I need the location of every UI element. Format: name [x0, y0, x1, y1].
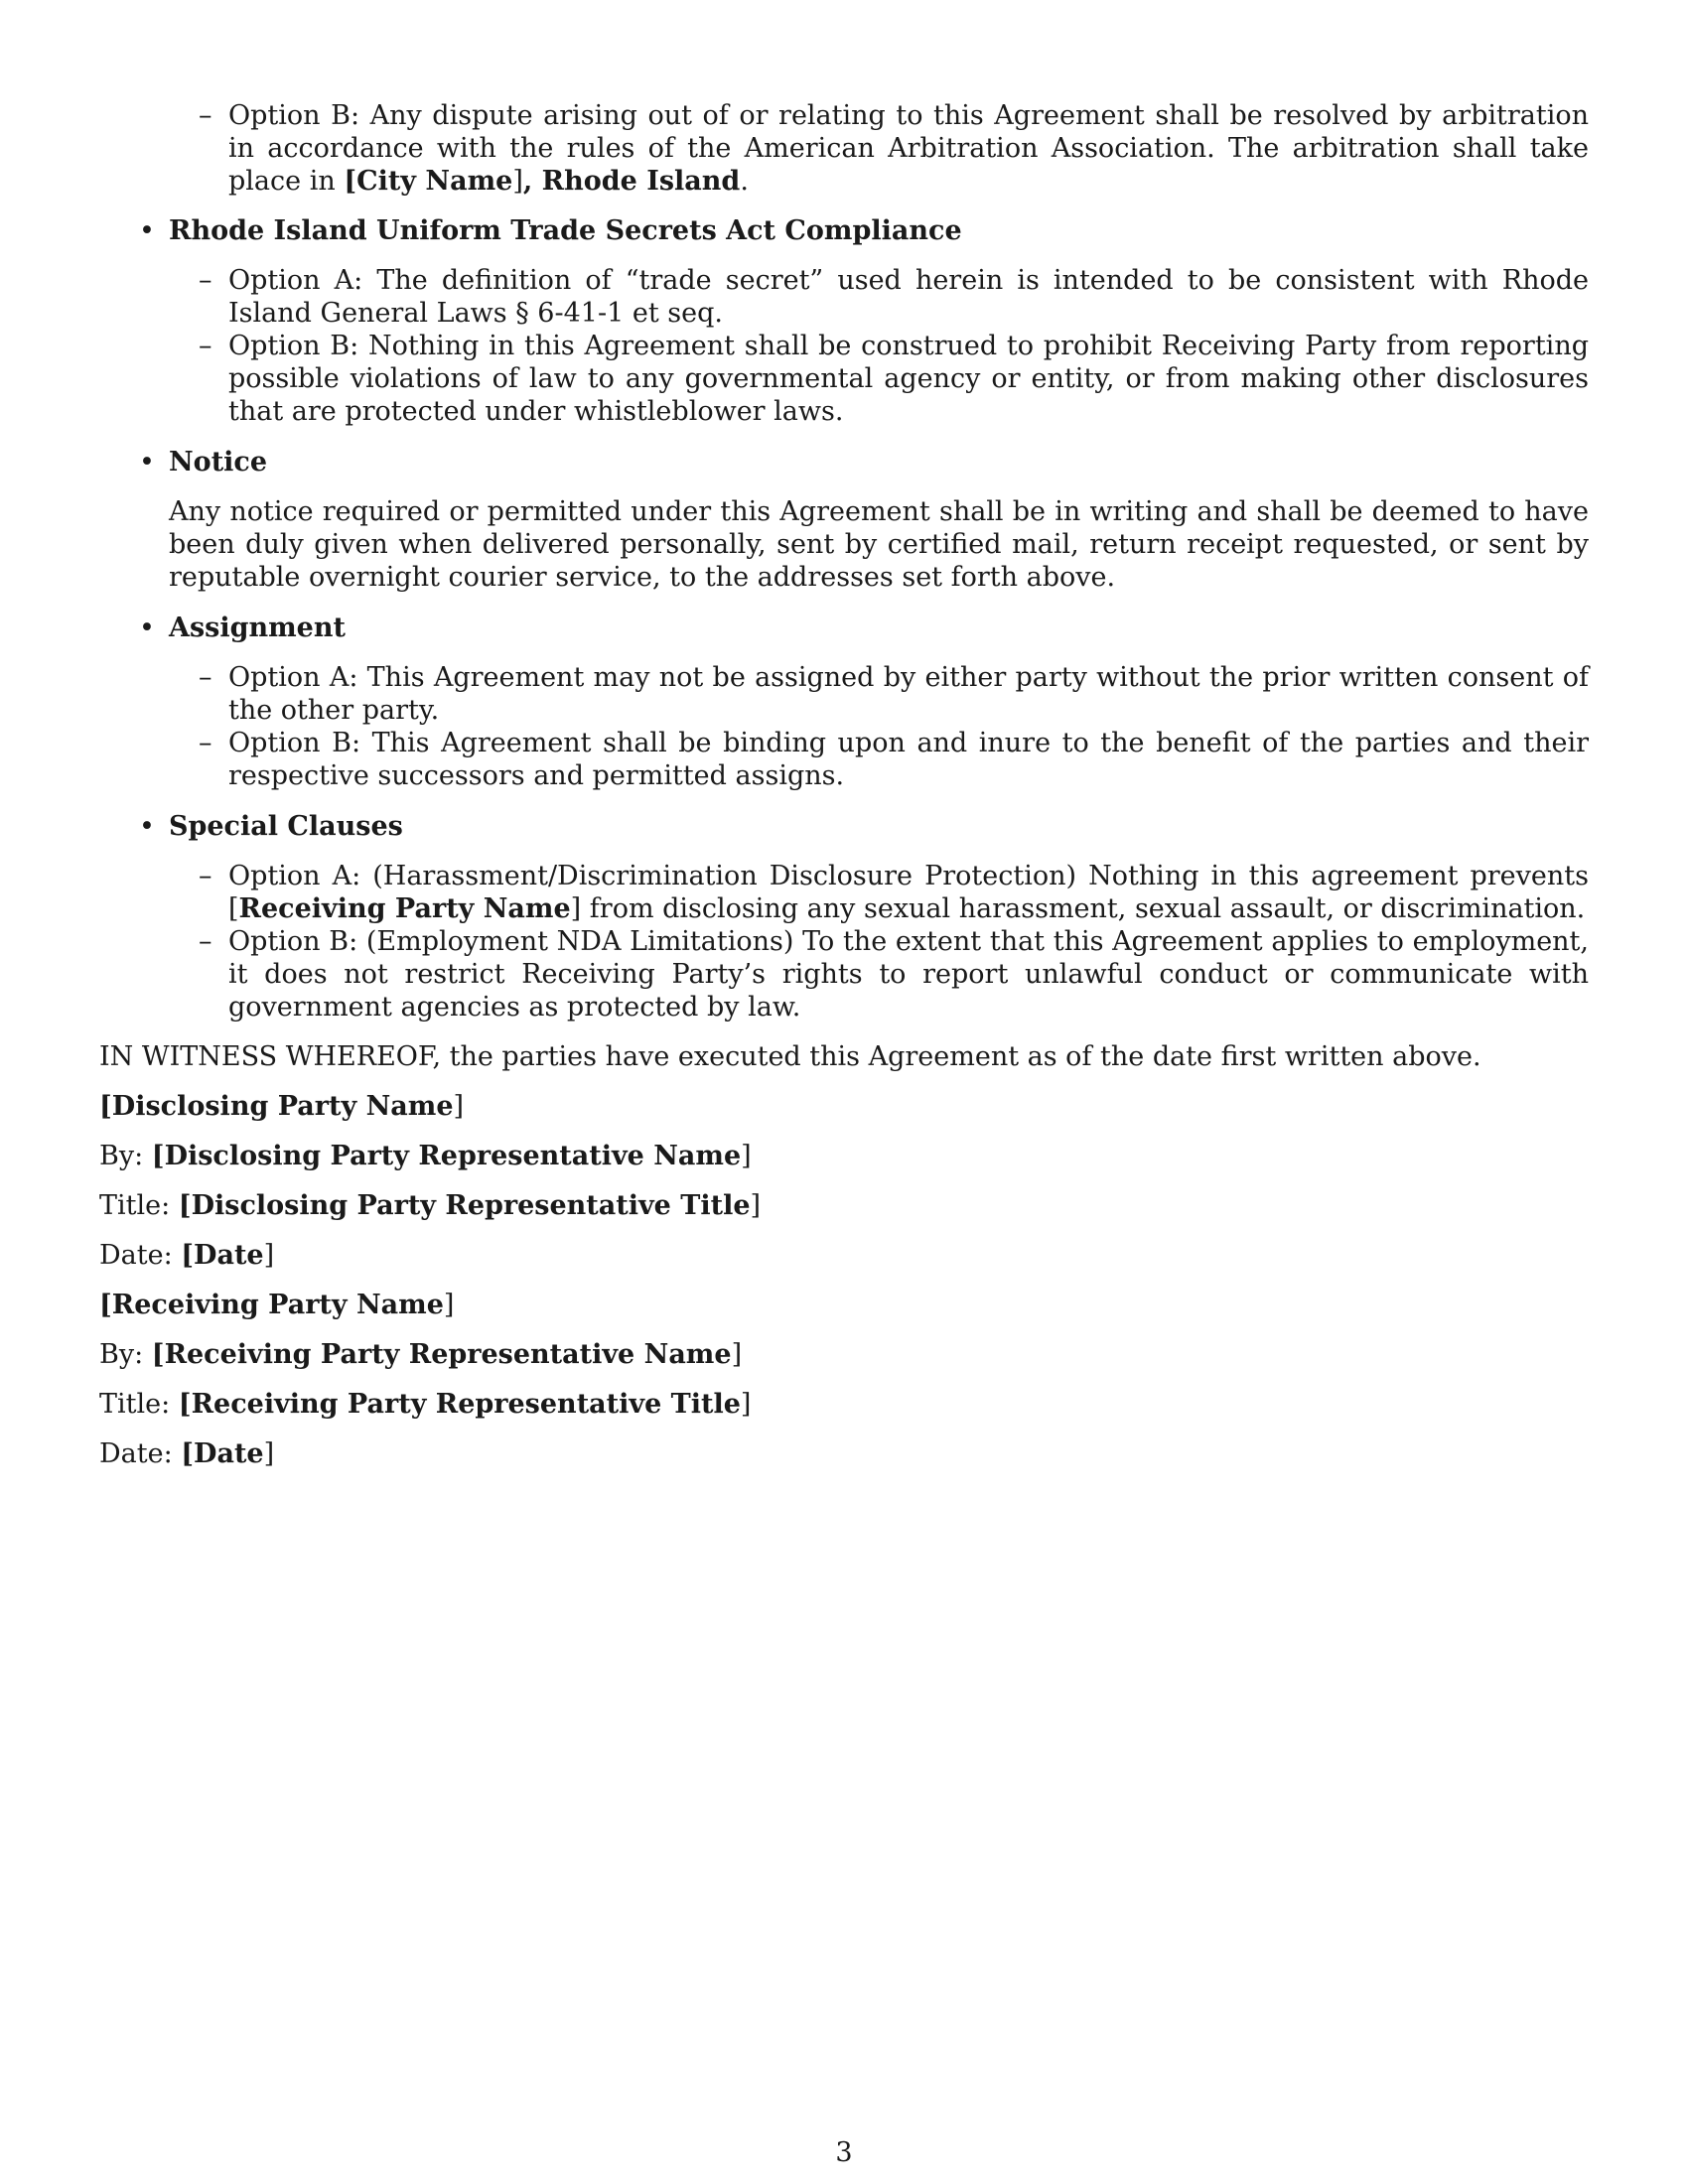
trade-secrets-options: [169, 264, 1589, 428]
receiving-party-name-line: [99, 1289, 1589, 1321]
bracket-open: [: [151, 1339, 165, 1370]
bracket-close: ]: [263, 1240, 275, 1271]
option-text: Option B: (Employment NDA Limitations) To the extent that this Agreement applies to employment, it does not restrict Receiving Party’s rights to report unlawful conduct or communicate with government agencies as protected by law.: [228, 926, 1589, 1023]
disclosing-by-line: [99, 1140, 1589, 1172]
bracket-open: [: [151, 1141, 165, 1171]
bracket-close: ]: [453, 1091, 465, 1122]
bullet-marker: •: [139, 613, 155, 643]
dash-marker: –: [199, 331, 212, 361]
section-title: Rhode Island Uniform Trade Secrets Act Compliance: [169, 215, 962, 246]
bracket-close: ]: [741, 1141, 752, 1171]
bracket-close: ]: [750, 1190, 762, 1221]
section-assignment: [99, 612, 1589, 792]
section-trade-secrets: [99, 214, 1589, 428]
section-title: Assignment: [169, 613, 346, 643]
disclosing-party-name-line: [99, 1090, 1589, 1123]
receiving-by-line: [99, 1338, 1589, 1371]
bracket-close: ]: [443, 1290, 455, 1320]
assignment-option-a: [169, 661, 1589, 727]
bullet-marker: •: [139, 811, 155, 842]
by-label: By:: [99, 1339, 152, 1370]
bullet-marker: •: [139, 215, 155, 246]
receiving-rep-name: Receiving Party Representative Name: [164, 1339, 732, 1370]
date-label: Date:: [99, 1438, 182, 1469]
dash-marker: –: [199, 926, 212, 957]
dash-marker: –: [199, 861, 212, 891]
assignment-options: [169, 661, 1589, 792]
option-text-cont: ] from disclosing any sexual harassment, sexual assault, or discrimination.: [570, 893, 1586, 924]
title-label: Title:: [99, 1190, 179, 1221]
option-text: Option B: This Agreement shall be binding upon and inure to the benefit of the parties and their respective successors and permitted assigns.: [228, 728, 1589, 791]
section-special-clauses: [99, 810, 1589, 1024]
disclosing-rep-name: Disclosing Party Representative Name: [164, 1141, 742, 1171]
notice-body: Any notice required or permitted under this Agreement shall be in writing and shall be deemed to have been duly given when delivered personally, sent by certified mail, return receipt requested, or sent by reputable overnight courier service, to the addresses set forth above.: [169, 496, 1589, 593]
special-option-a: [169, 860, 1589, 925]
receiving-date: Date: [194, 1438, 264, 1469]
city-name-placeholder: City Name: [356, 166, 513, 197]
bracket-open: [: [181, 1240, 195, 1271]
option-text: Option A: (Harassment/Discrimination Disclosure Protection) Nothing in this agreement prevents [: [228, 861, 1589, 924]
bracket-close: ]: [263, 1438, 275, 1469]
bracket-open: [: [99, 1091, 112, 1122]
receiving-signature-block: [99, 1289, 1589, 1470]
by-label: By:: [99, 1141, 152, 1171]
section-title: Notice: [169, 447, 268, 478]
bracket-close: ]: [740, 1389, 752, 1420]
bullet-marker: •: [139, 447, 155, 478]
dash-marker: –: [199, 728, 212, 758]
receiving-rep-title: Receiving Party Representative Title: [191, 1389, 741, 1420]
clause-list: [99, 214, 1589, 1024]
trade-secrets-option-a: [169, 264, 1589, 330]
section-notice: [99, 446, 1589, 594]
receiving-title-line: [99, 1388, 1589, 1421]
witness-statement: IN WITNESS WHEREOF, the parties have executed this Agreement as of the date first written above.: [99, 1041, 1481, 1072]
dash-marker: –: [199, 662, 212, 693]
bracket-open: [: [178, 1190, 192, 1221]
city-bracket-open: [: [344, 166, 357, 197]
document-page: [99, 99, 1589, 1487]
arbitration-option-b-text: Option B: Any dispute arising out of or relating to this Agreement shall be resolved by arbitration in accordance with the rules of the American Arbitration Association. The arbitration shall take place in: [228, 100, 1589, 197]
receiving-party-name: Receiving Party Name: [111, 1290, 444, 1320]
arbitration-option-b: [169, 99, 1589, 198]
disclosing-rep-title: Disclosing Party Representative Title: [191, 1190, 751, 1221]
bracket-open: [: [181, 1438, 195, 1469]
state-name: , Rhode Island: [522, 166, 741, 197]
disclosing-signature-block: [99, 1090, 1589, 1272]
bracket-open: [: [178, 1389, 192, 1420]
special-clauses-options: [169, 860, 1589, 1024]
period: .: [740, 166, 749, 197]
receiving-party-placeholder: Receiving Party Name: [238, 893, 571, 924]
trade-secrets-option-b: [169, 330, 1589, 428]
city-bracket-close: ]: [512, 166, 523, 197]
page-number: 3: [835, 2137, 853, 2168]
special-option-b: [169, 925, 1589, 1024]
disclosing-title-line: [99, 1189, 1589, 1222]
arbitration-options-continued: [169, 99, 1589, 198]
option-text: Option B: Nothing in this Agreement shall be construed to prohibit Receiving Party from reporting possible violations of law to any governmental agency or entity, or from making other disclosures that are protected under whistleblower laws.: [228, 331, 1589, 427]
disclosing-date-line: [99, 1239, 1589, 1272]
assignment-option-b: [169, 727, 1589, 792]
bracket-close: ]: [731, 1339, 743, 1370]
disclosing-party-name: Disclosing Party Name: [111, 1091, 454, 1122]
disclosing-date: Date: [194, 1240, 264, 1271]
option-text: Option A: This Agreement may not be assigned by either party without the prior written consent of the other party.: [228, 662, 1589, 726]
dash-marker: –: [199, 265, 212, 296]
title-label: Title:: [99, 1389, 179, 1420]
bracket-open: [: [99, 1290, 112, 1320]
option-text: Option A: The definition of “trade secret” used herein is intended to be consistent with Rhode Island General Laws § 6-41-1 et seq.: [228, 265, 1589, 329]
date-label: Date:: [99, 1240, 182, 1271]
dash-marker: –: [199, 100, 212, 131]
receiving-date-line: [99, 1437, 1589, 1470]
section-title: Special Clauses: [169, 811, 403, 842]
